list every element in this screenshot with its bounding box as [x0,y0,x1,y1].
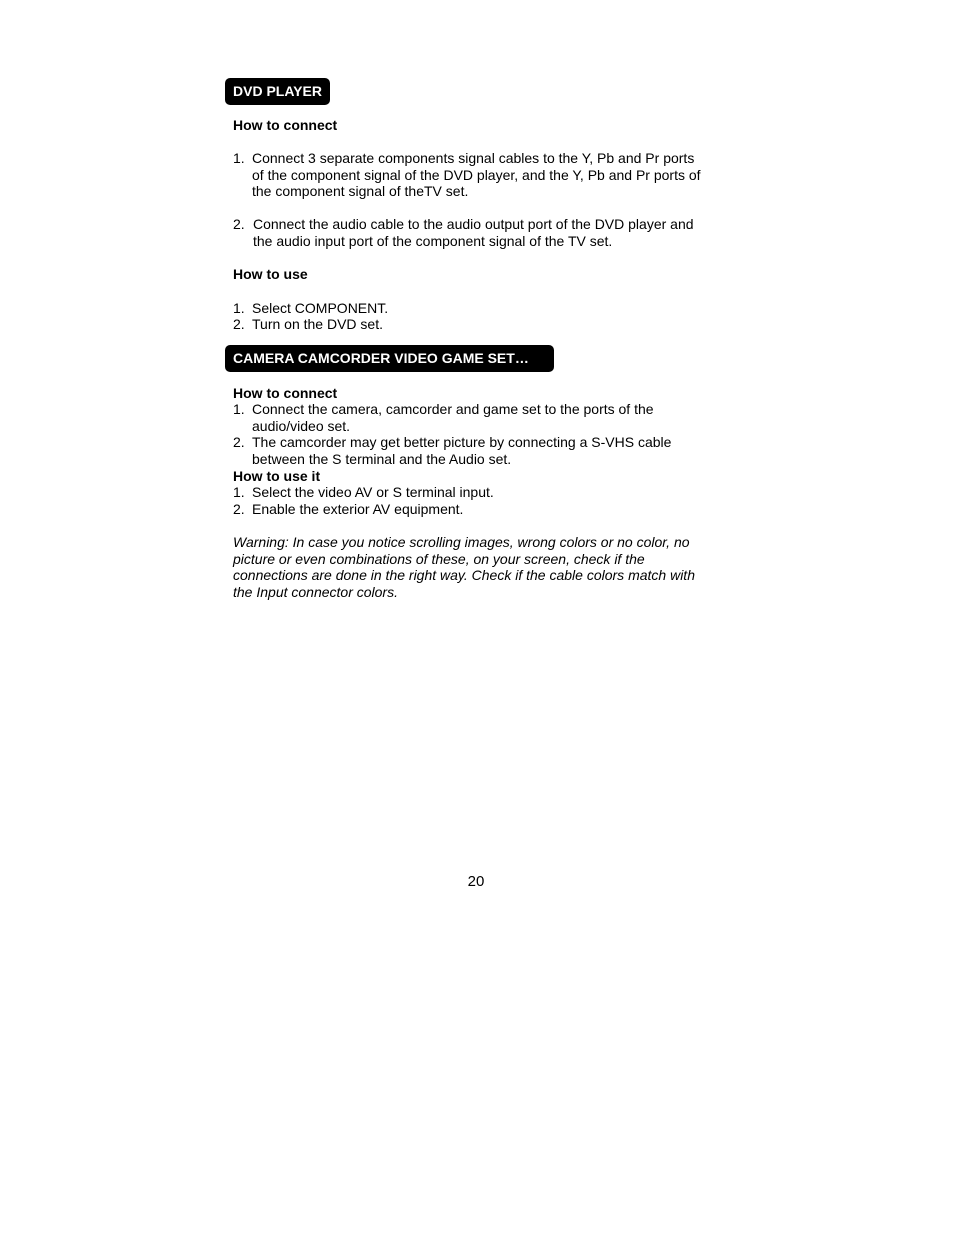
dvd-player-badge: DVD PLAYER [225,78,330,105]
list-item-text: Select COMPONENT. [252,300,389,316]
list-item-text: Enable the exterior AV equipment. [252,501,464,517]
list-number: 1. [233,300,245,316]
list-item-text: The camcorder may get better picture by connecting a S-VHS cable between the S terminal and the Audio set. [252,434,672,467]
page-number: 20 [467,873,485,890]
list-number: 1. [233,150,245,166]
camera-camcorder-badge: CAMERA CAMCORDER VIDEO GAME SET… [225,345,554,372]
list-number: 2. [233,501,245,517]
list-number: 2. [233,316,245,332]
list-item-text: Connect 3 separate components signal cables to the Y, Pb and Pr ports of the component signal of the DVD player, and the Y, Pb and Pr ports of the component signal of theTV set. [252,150,701,200]
list-number: 1. [233,484,245,500]
list-item-text: Connect the audio cable to the audio output port of the DVD player and the audio input port of the component signal of the TV set. [253,216,694,249]
list-item-text: Select the video AV or S terminal input. [252,484,494,500]
list-number: 2. [233,216,245,232]
list-item-text: Turn on the DVD set. [252,316,383,332]
list-number: 2. [233,434,245,450]
dvd-how-to-connect-heading: How to connect [233,117,338,133]
warning-paragraph: Warning: In case you notice scrolling images, wrong colors or no color, no picture or even combinations of these, on your screen, check if the connections are done in the right way. Check if the cable colors match with the Input connector colors. [233,534,695,600]
camera-how-to-use-heading: How to use it [233,468,321,484]
camera-how-to-connect-heading: How to connect [233,385,338,401]
dvd-how-to-use-heading: How to use [233,266,308,282]
list-number: 1. [233,401,245,417]
list-item-text: Connect the camera, camcorder and game set to the ports of the audio/video set. [252,401,654,434]
